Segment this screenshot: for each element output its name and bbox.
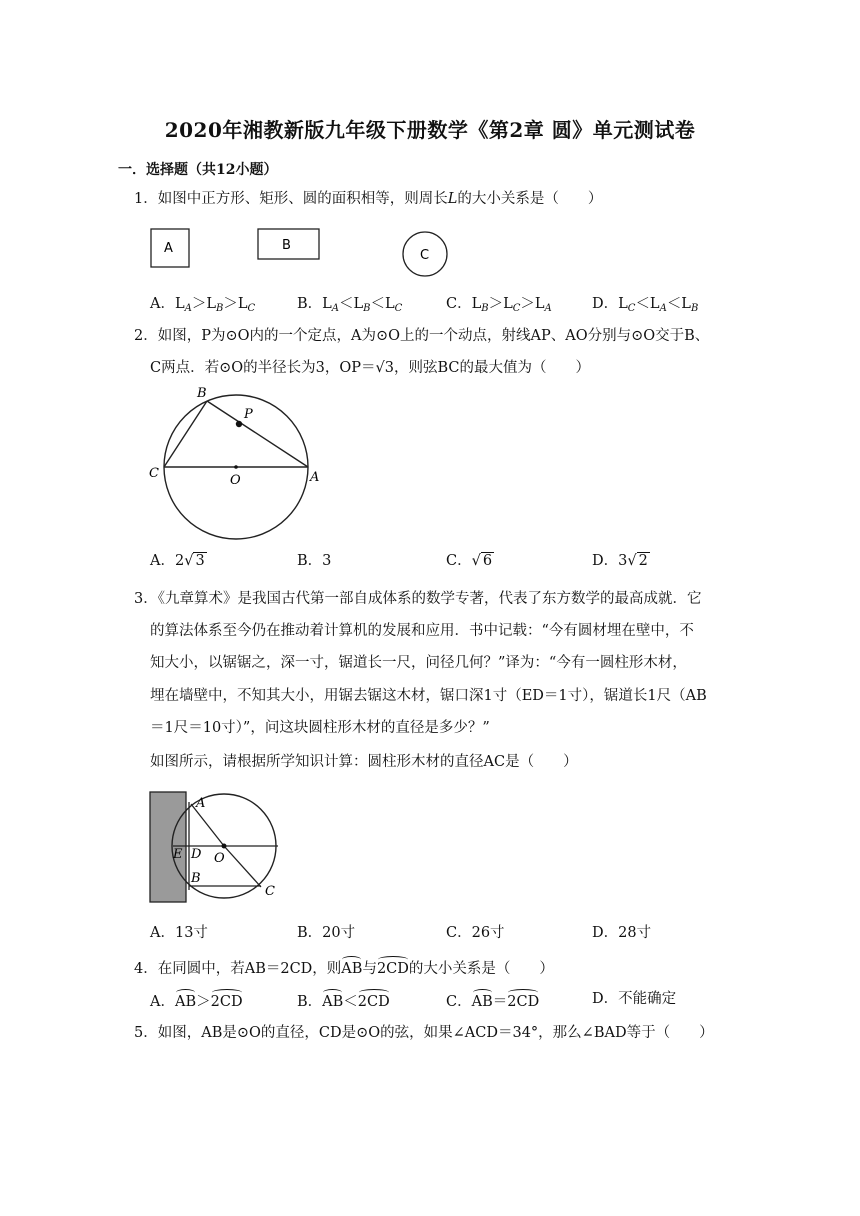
- point-p: [236, 421, 242, 427]
- line-oc: [224, 846, 261, 887]
- question-2-option-c[interactable]: C．√ 6: [446, 553, 493, 569]
- svg-text:C: C: [149, 466, 159, 481]
- svg-text:B: B: [191, 871, 201, 886]
- question-1-option-d[interactable]: D．$L_C<L_A<L_B$: [592, 296, 699, 314]
- question-5-stem: 5．如图，AB是⊙O的直径，CD是⊙O的弦，如果∠ACD＝34°，那么∠BAD等于（ ）: [134, 1025, 714, 1041]
- question-1-stem: 1．如图中正方形、矩形、圆的面积相等，则周长L的大小关系是（ ）: [134, 191, 603, 207]
- question-4-option-d[interactable]: D．不能确定: [592, 991, 677, 1007]
- question-4-stem: 4．在同圆中，若AB＝2CD，则AB与2CD的大小关系是（ ）: [134, 956, 554, 979]
- chord-bc: [164, 401, 207, 467]
- question-1-option-a[interactable]: A．$L_A>L_B>L_C$: [150, 296, 256, 314]
- question-3-option-c[interactable]: C．26寸: [446, 925, 505, 941]
- page-title: 2020年湘教新版九年级下册数学《第2章 圆》单元测试卷: [164, 118, 696, 142]
- svg-text:O: O: [230, 473, 241, 488]
- svg-text:E: E: [173, 847, 183, 862]
- svg-text:D: D: [191, 847, 202, 862]
- svg-text:P: P: [244, 407, 253, 422]
- square-label: A: [164, 241, 173, 256]
- question-1-option-b[interactable]: B．$L_A<L_B<L_C$: [297, 296, 403, 314]
- chord-ab: [207, 401, 308, 467]
- question-2-figure: [146, 385, 326, 545]
- point-o: [222, 844, 227, 849]
- svg-text:A: A: [196, 796, 206, 811]
- question-2-option-d[interactable]: D．3√ 2: [592, 553, 648, 569]
- circle-label: C: [420, 248, 430, 263]
- question-3-option-b[interactable]: B．20寸: [297, 925, 356, 941]
- question-4-option-b[interactable]: B．AB＜2CD: [297, 989, 390, 1012]
- question-3-line-6: 如图所示，请根据所学知识计算：圆柱形木材的直径AC是（ ）: [150, 754, 578, 770]
- rectangle-label: B: [282, 238, 291, 253]
- svg-text:B: B: [197, 386, 207, 401]
- point-o: [234, 465, 238, 469]
- svg-text:O: O: [214, 851, 225, 866]
- section-heading: 一．选择题（共12小题）: [118, 162, 278, 178]
- svg-text:C: C: [265, 884, 275, 899]
- question-3-line-2: 的算法体系至今仍在推动着计算机的发展和应用．书中记载：“今有圆材埋在壁中，不: [150, 623, 694, 639]
- question-2-option-a[interactable]: A．2√ 3: [150, 553, 205, 569]
- question-3-line-1: 3．《九章算术》是我国古代第一部自成体系的数学专著，代表了东方数学的最高成就．它: [134, 591, 702, 607]
- question-4-option-c[interactable]: C．AB＝2CD: [446, 989, 539, 1012]
- question-3-option-d[interactable]: D．28寸: [592, 925, 652, 941]
- question-3-option-a[interactable]: A．13寸: [150, 925, 208, 941]
- question-3-line-3: 知大小，以锯锯之，深一寸，锯道长一尺，问径几何？”译为：“今有一圆柱形木材，: [150, 655, 687, 671]
- question-1-option-c[interactable]: C．$L_B>L_C>L_A$: [446, 296, 552, 314]
- question-4-option-a[interactable]: A．AB＞2CD: [150, 989, 243, 1012]
- svg-text:A: A: [310, 470, 320, 485]
- question-3-line-5: ＝1尺＝10寸）”，问这块圆柱形木材的直径是多少？”: [150, 720, 490, 736]
- question-2-stem-line-2: C两点．若⊙O的半径长为3，OP＝√3，则弦BC的最大值为（ ）: [150, 360, 590, 376]
- question-2-stem-line-1: 2．如图，P为⊙O内的一个定点，A为⊙O上的一个动点，射线AP、AO分别与⊙O交于B、: [134, 328, 710, 344]
- question-3-line-4: 埋在墙壁中，不知其大小，用锯去锯这木材，锯口深1寸（ED＝1寸），锯道长1尺（AB: [150, 688, 707, 704]
- question-1-figure: [148, 225, 458, 280]
- question-3-figure: [148, 790, 283, 905]
- question-2-option-b[interactable]: B．3: [297, 553, 332, 569]
